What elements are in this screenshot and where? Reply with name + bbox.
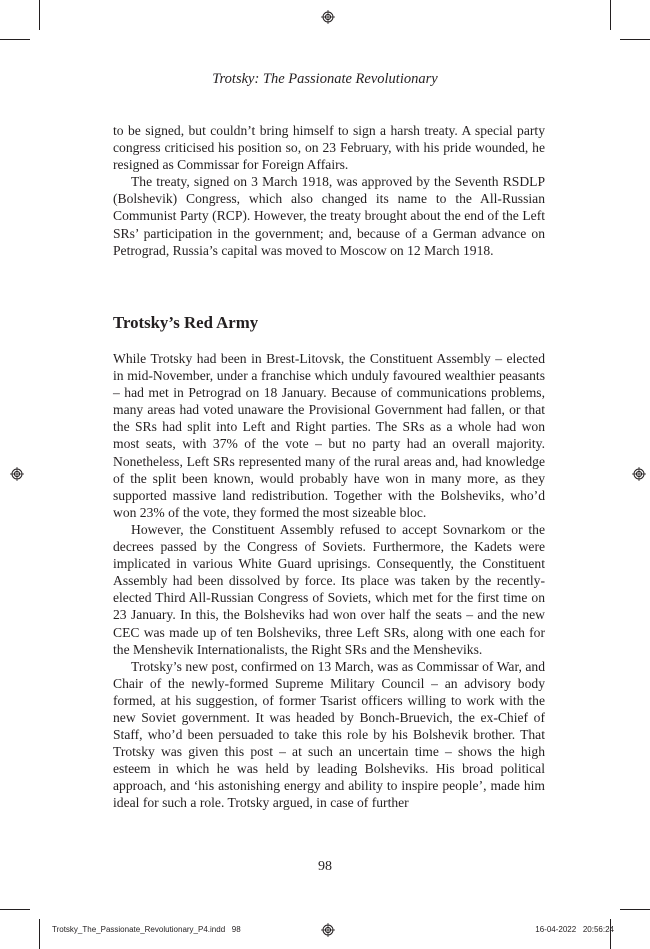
paragraph: The treaty, signed on 3 March 1918, was approved by the Seventh RSDLP (Bolshevik) Congress, which also changed its name to the All-Russian Communist Party (RCP). However, the treaty brought about the end of the Left SRs’ participation in the government; and, because of a German advance on Petrograd, Russia’s capital was moved to Moscow on 12 March 1918.: [113, 174, 545, 258]
crop-mark: [0, 909, 30, 910]
slug-filename: Trotsky_The_Passionate_Revolutionary_P4.indd 98: [52, 925, 241, 934]
running-header: Trotsky: The Passionate Revolutionary: [212, 71, 438, 87]
page-number: 98: [318, 859, 332, 874]
slug-datetime: 16-04-2022 20:56:24: [535, 925, 614, 934]
paragraph: While Trotsky had been in Brest-Litovsk, the Constituent Assembly – elected in mid-November, under a franchise which unduly favoured wealthier peasants – had met in Petrograd on 18 January. Because of communications problems, many areas had voted unaware the Provisional Government had fallen, or that the SRs had split into Left and Right parties. The SRs as a whole had won most seats, with 37% of the vote – but no party had an overall majority. Nonetheless, Left SRs represented many of the rural areas and, had knowledge of the split been known, would probably have won in many more, as they supported massive land redistribution. Together with the Bolsheviks, who’d won 23% of the vote, they formed the most sizeable bloc.: [113, 351, 545, 520]
registration-mark-icon: [10, 467, 24, 481]
body-text-top: [113, 122, 545, 259]
crop-mark: [39, 0, 40, 30]
crop-mark: [620, 39, 650, 40]
crop-mark: [610, 919, 611, 949]
paragraph: Trotsky’s new post, confirmed on 13 March, was as Commissar of War, and Chair of the newly-formed Supreme Military Council – an advisory body formed, at his suggestion, of former Tsarist officers willing to work with the new Soviet government. It was headed by Bonch-Bruevich, the ex-Chief of Staff, who’d been persuaded to take this role by his Bolshevik brother. That Trotsky was given this post – at such an uncertain time – shows the high esteem in which he was held by leading Bolsheviks. His broad political approach, and ‘his astonishing energy and ability to inspire people’, made him ideal for such a role. Trotsky argued, in case of further: [113, 658, 545, 811]
body-text-bottom: [113, 350, 545, 812]
paragraph: However, the Constituent Assembly refused to accept Sovnarkom or the decrees passed by the Congress of Soviets. Furthermore, the Kadets were implicated in various White Guard uprisings. Consequently, the Constituent Assembly had been dissolved by force. Its place was taken by the recently-elected Third All-Russian Congress of Soviets, which met for the first time on 23 January. In this, the Bolsheviks had won over half the seats – and the new CEC was made up of ten Bolsheviks, three Left SRs, along with one each for the Menshevik Internationalists, the Right SRs and the Mensheviks.: [113, 521, 545, 657]
crop-mark: [610, 0, 611, 30]
crop-mark: [620, 909, 650, 910]
crop-mark: [39, 919, 40, 949]
crop-mark: [0, 39, 30, 40]
registration-mark-icon: [321, 923, 335, 937]
section-heading: Trotsky’s Red Army: [113, 313, 259, 332]
paragraph: to be signed, but couldn’t bring himself to sign a harsh treaty. A special party congress criticised his position so, on 23 February, with his pride wounded, he resigned as Commissar for Foreign Affairs.: [113, 123, 545, 173]
registration-mark-icon: [321, 10, 335, 24]
registration-mark-icon: [632, 467, 646, 481]
